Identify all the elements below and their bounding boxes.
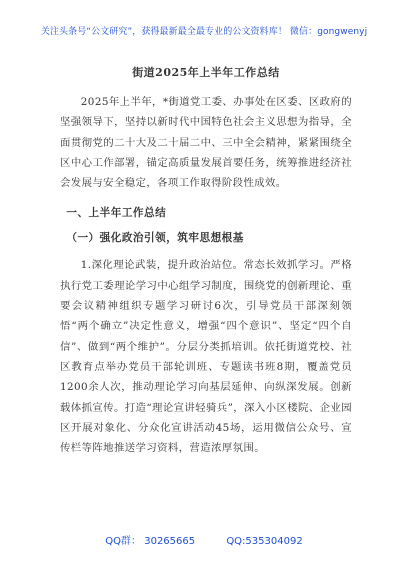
footer-contact <box>0 532 408 547</box>
intro-paragraph: 2025年上半年，*街道党工委、办事处在区委、区政府的坚强领导下，坚持以新时代中国特色社会主义思想为指导，全面贯彻党的二十大及二十届二中、三中全会精神，紧紧围绕全区中心工作部署，锚定高质量发展首要任务，统筹推进经济社会发展与安全稳定，各项工作取得阶段性成效。 <box>60 96 352 190</box>
footer-qq-group: QQ群： 30265665 <box>105 536 196 547</box>
section-heading: 一、上半年工作总结 <box>66 207 167 220</box>
document-title: 街道2025年上半年工作总结 <box>132 66 280 79</box>
document-page <box>60 64 352 458</box>
body-paragraph: 1.深化理论武装，提升政治站位。常态长效抓学习。严格执行党工委理论学习中心组学习制度，围绕党的创新理论、重要会议精神组织专题学习研讨6次，引导党员干部深刻领悟“两个确立”决定性意义，增强“四个意识”、坚定“四个自信”、做到“两个维护”。分层分类抓培训。依托街道党校、社区教育点举办党员干部轮训班、专题读书班8期，覆盖党员1200余人次，推动理论学习向基层延伸、向纵深发展。创新载体抓宣传。打造“理论宣讲轻骑兵”，深入小区楼院、企业园区开展对象化、分众化宣讲活动45场，运用微信公众号、宣传栏等阵地推送学习资料，营造浓厚氛围。 <box>60 259 352 455</box>
footer-qq: QQ:535304092 <box>226 536 303 547</box>
subsection-heading: （一）强化政治引领，筑牢思想根基 <box>66 232 244 245</box>
header-banner: 关注头条号“公文研究”，获得最新最全最专业的公文资料库！ 微信：gongwenyj <box>40 27 368 37</box>
